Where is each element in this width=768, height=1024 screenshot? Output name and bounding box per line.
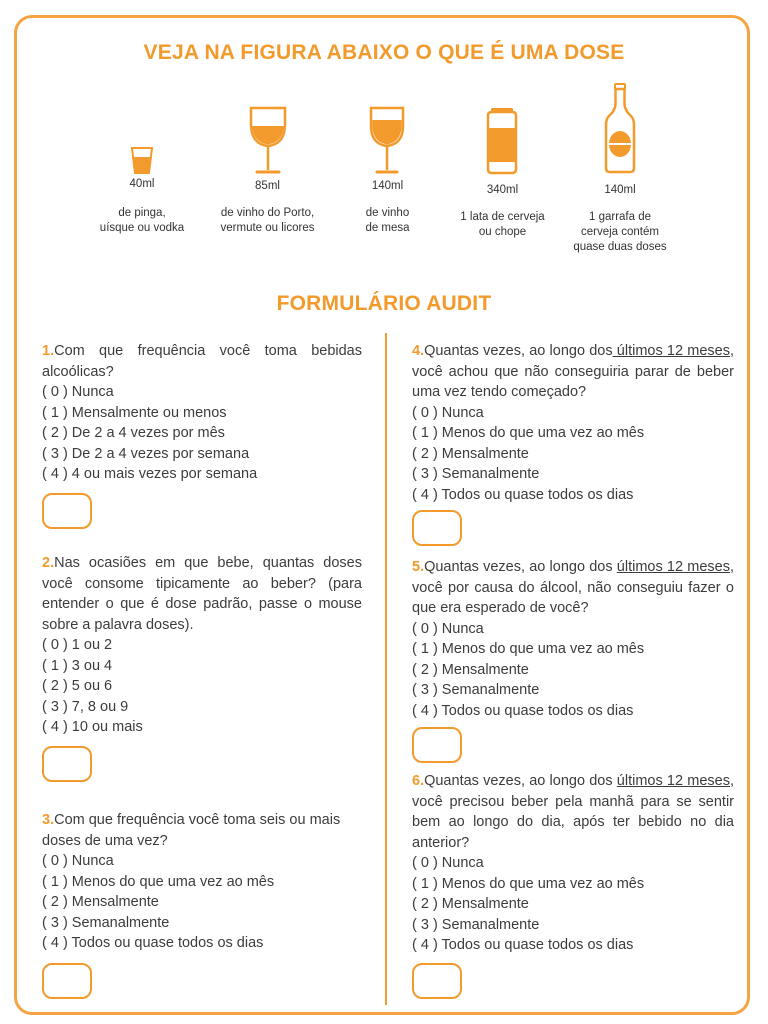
question-text bbox=[42, 341, 362, 382]
shot-glass-icon bbox=[128, 146, 156, 176]
dose-desc-line: de mesa bbox=[365, 222, 410, 234]
option: ( 1 ) Menos do que uma vez ao mês bbox=[412, 875, 645, 892]
question-number: 5. bbox=[412, 559, 425, 575]
question-2 bbox=[42, 553, 362, 738]
question-body: , você achou que não conseguiria parar de beber uma vez tendo começado? bbox=[412, 343, 734, 400]
option: ( 3 ) Semanalmente bbox=[412, 916, 540, 933]
option: ( 3 ) Semanalmente bbox=[412, 466, 540, 482]
option: ( 4 ) 4 ou mais vezes por semana bbox=[42, 466, 258, 482]
column-divider bbox=[385, 333, 387, 1005]
question-body: Quantas vezes, ao longo dos bbox=[424, 343, 613, 359]
question-body: , você por causa do álcool, não conseguiu fazer o que era esperado de você? bbox=[412, 559, 734, 616]
option: ( 0 ) Nunca bbox=[412, 404, 484, 421]
question-body: Com que frequência você toma seis ou mais doses de uma vez? bbox=[42, 812, 341, 849]
audit-title: FORMULÁRIO AUDIT bbox=[276, 292, 492, 315]
option: ( 0 ) Nunca bbox=[42, 384, 114, 400]
option: ( 0 ) Nunca bbox=[42, 853, 114, 869]
option: ( 2 ) Mensalmente bbox=[412, 896, 529, 912]
option: ( 4 ) 10 ou mais bbox=[42, 719, 143, 735]
option: ( 3 ) Semanalmente bbox=[412, 682, 540, 698]
option: ( 4 ) Todos ou quase todos os dias bbox=[412, 702, 634, 719]
option: ( 1 ) Mensalmente ou menos bbox=[42, 404, 227, 421]
question-number: 1. bbox=[42, 343, 55, 359]
option: ( 2 ) De 2 a 4 vezes por mês bbox=[42, 425, 225, 441]
option: ( 0 ) 1 ou 2 bbox=[42, 637, 113, 653]
option: ( 1 ) Menos do que uma vez ao mês bbox=[412, 641, 645, 657]
question-underlined: últimos 12 meses bbox=[616, 559, 730, 575]
answer-box-5[interactable] bbox=[412, 727, 462, 763]
question-number: 6. bbox=[412, 773, 425, 789]
port-wine-glass-icon bbox=[245, 106, 291, 176]
answer-box-3[interactable] bbox=[42, 963, 92, 999]
question-1 bbox=[42, 341, 362, 485]
beer-bottle-icon bbox=[604, 82, 636, 174]
question-body: Quantas vezes, ao longo dos bbox=[424, 773, 617, 789]
question-body: Com que frequência você toma bebidas alcoólicas? bbox=[42, 343, 362, 380]
option: ( 4 ) Todos ou quase todos os dias bbox=[42, 935, 264, 951]
answer-box-4[interactable] bbox=[412, 510, 462, 546]
question-text bbox=[412, 557, 734, 619]
question-text bbox=[412, 341, 734, 403]
dose-desc-line: 1 lata de cerveja bbox=[460, 211, 545, 223]
answer-box-6[interactable] bbox=[412, 963, 462, 999]
dose-desc-line: vermute ou licores bbox=[220, 222, 315, 234]
option: ( 4 ) Todos ou quase todos os dias bbox=[412, 486, 634, 503]
question-number: 3. bbox=[42, 812, 55, 828]
option: ( 2 ) Mensalmente bbox=[412, 661, 529, 678]
dose-ml: 40ml bbox=[129, 178, 155, 190]
dose-item-wine bbox=[330, 100, 445, 250]
option: ( 3 ) 7, 8 ou 9 bbox=[42, 698, 129, 715]
wine-glass-icon bbox=[366, 106, 408, 176]
option: ( 2 ) Mensalmente bbox=[412, 445, 529, 462]
question-6 bbox=[412, 771, 734, 956]
question-number: 2. bbox=[42, 555, 55, 571]
question-body: Quantas vezes, ao longo dos bbox=[424, 559, 617, 575]
option: ( 0 ) Nunca bbox=[412, 620, 484, 637]
question-number: 4. bbox=[412, 343, 425, 359]
question-text bbox=[412, 771, 734, 853]
dose-ml: 340ml bbox=[486, 184, 519, 196]
option: ( 0 ) Nunca bbox=[412, 855, 484, 871]
option: ( 1 ) 3 ou 4 bbox=[42, 657, 113, 674]
answer-box-2[interactable] bbox=[42, 746, 92, 782]
beer-can-icon bbox=[485, 106, 519, 176]
dose-desc-line: de vinho do Porto, bbox=[220, 207, 315, 219]
question-4 bbox=[412, 341, 734, 505]
option: ( 3 ) Semanalmente bbox=[42, 914, 170, 931]
dose-desc-line: 1 garrafa de bbox=[588, 211, 651, 223]
answer-box-1[interactable] bbox=[42, 493, 92, 529]
dose-desc-line: de vinho bbox=[365, 207, 410, 219]
dose-ml: 140ml bbox=[371, 180, 404, 192]
dose-section-title: VEJA NA FIGURA ABAIXO O QUE É UMA DOSE bbox=[143, 41, 625, 64]
option: ( 1 ) Menos do que uma vez ao mês bbox=[412, 425, 645, 441]
option: ( 3 ) De 2 a 4 vezes por semana bbox=[42, 445, 250, 462]
option: ( 2 ) Mensalmente bbox=[42, 894, 159, 910]
question-body: , você precisou beber pela manhã para se sentir bem ao longo do dia, após ter bebido no dia anterior? bbox=[412, 773, 734, 851]
dose-desc-line: quase duas doses bbox=[573, 241, 667, 253]
dose-item-shot bbox=[82, 140, 202, 250]
option: ( 2 ) 5 ou 6 bbox=[42, 678, 113, 694]
dose-item-can bbox=[445, 100, 560, 250]
question-body: Nas ocasiões em que bebe, quantas doses você consome tipicamente ao beber? (para entender o que é dose padrão, passe o mouse sobre a palavra doses). bbox=[42, 555, 362, 633]
question-3 bbox=[42, 810, 362, 954]
question-underlined: últimos 12 meses bbox=[612, 343, 730, 359]
dose-desc-line: uísque ou vodka bbox=[99, 222, 185, 234]
option: ( 4 ) Todos ou quase todos os dias bbox=[412, 937, 634, 953]
dose-item-port-wine bbox=[205, 100, 330, 250]
dose-desc-line: cerveja contém bbox=[581, 226, 659, 238]
question-text bbox=[42, 810, 362, 851]
dose-desc-line: ou chope bbox=[478, 226, 527, 238]
dose-ml: 140ml bbox=[604, 184, 636, 196]
dose-item-bottle bbox=[560, 82, 680, 254]
question-5 bbox=[412, 557, 734, 721]
dose-desc-line: de pinga, bbox=[118, 207, 166, 219]
question-underlined: últimos 12 meses bbox=[616, 773, 730, 789]
option: ( 1 ) Menos do que uma vez ao mês bbox=[42, 873, 275, 890]
question-text bbox=[42, 553, 362, 635]
dose-ml: 85ml bbox=[255, 180, 280, 192]
